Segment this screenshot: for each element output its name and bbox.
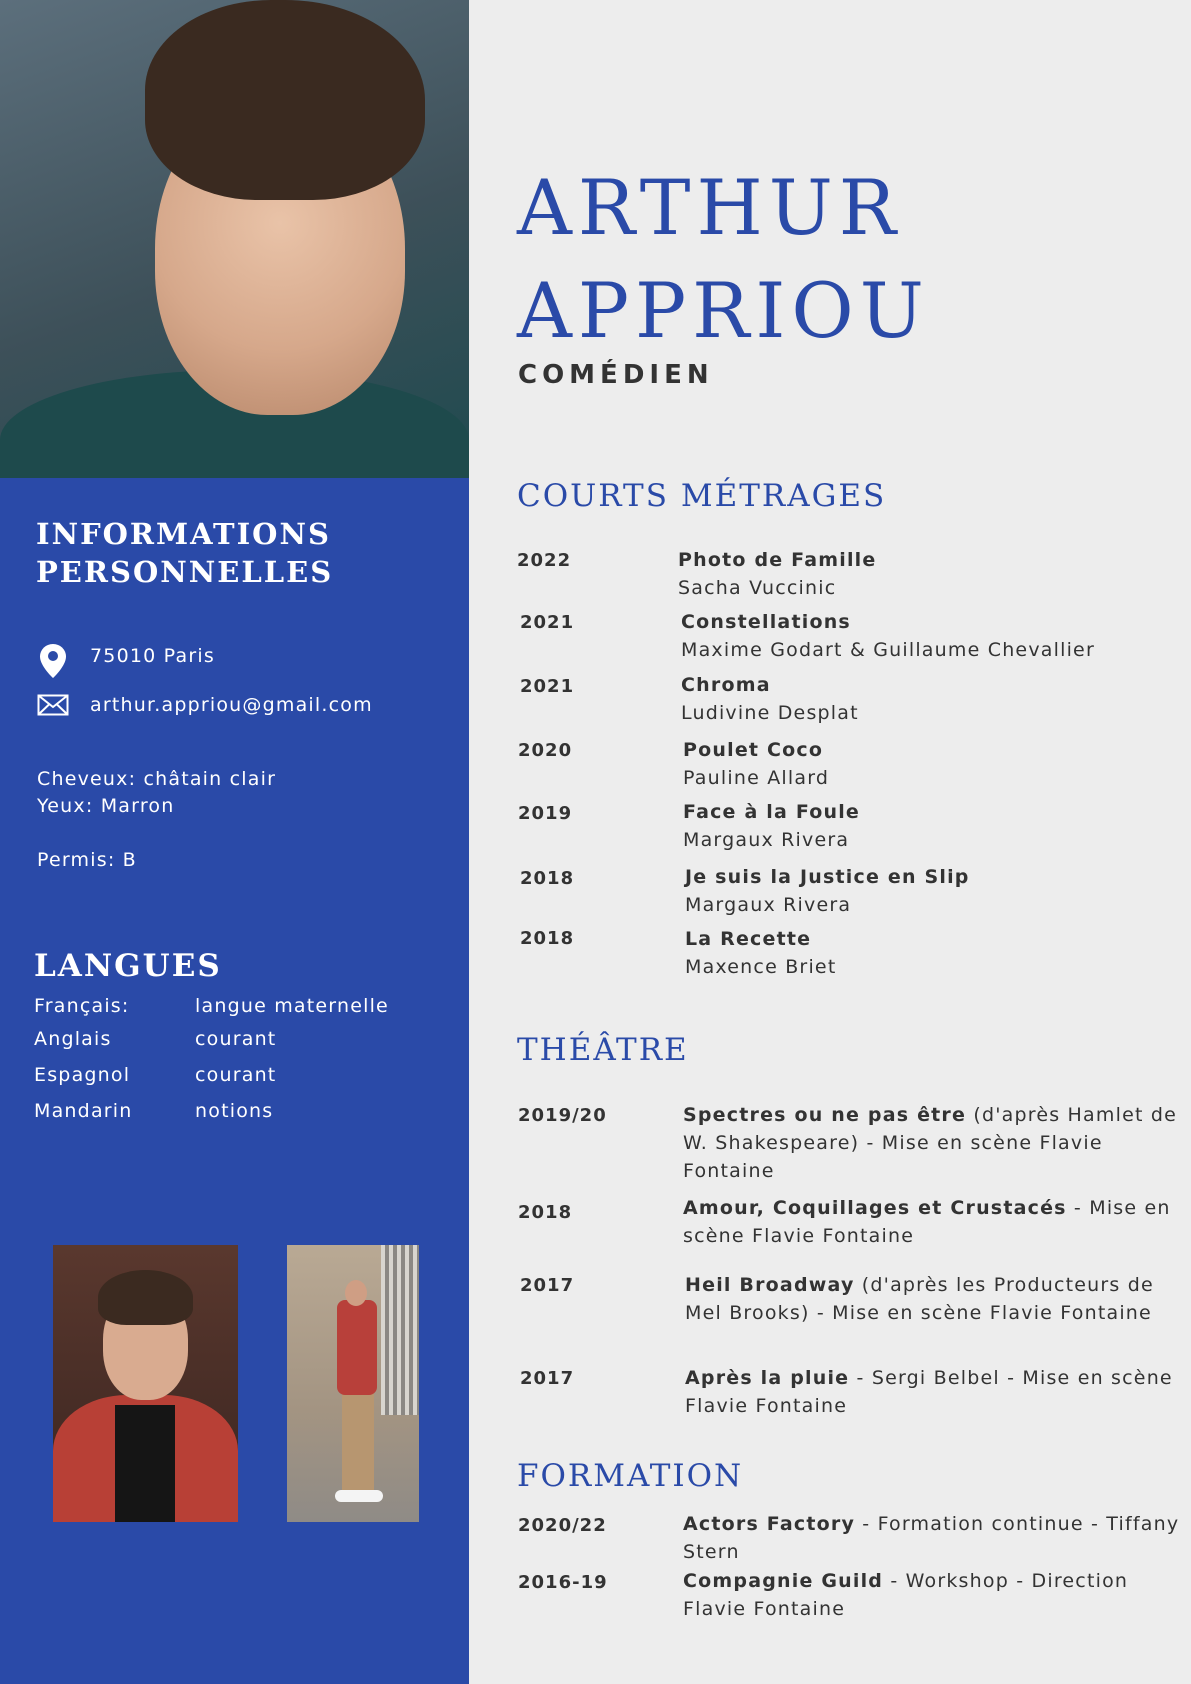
language-name: Anglais [34, 1028, 112, 1050]
entry-year: 2022 [517, 550, 572, 571]
first-name: ARTHUR [517, 163, 903, 252]
headshot-photo [0, 0, 469, 478]
short-film-entry [681, 608, 1095, 664]
entry-title: Chroma [681, 674, 771, 696]
entry-year: 2018 [520, 928, 575, 949]
entry-director: Maxime Godart & Guillaume Chevallier [681, 639, 1095, 661]
language-row [34, 1028, 276, 1050]
entry-director: Sacha Vuccinic [678, 577, 837, 599]
short-film-entry [685, 863, 970, 919]
entry-year: 2018 [520, 868, 575, 889]
full-length-photo [287, 1245, 419, 1522]
languages-heading: LANGUES [34, 948, 222, 984]
entry-title: La Recette [685, 928, 812, 950]
entry-title: Heil Broadway [685, 1274, 855, 1296]
entry-director: Pauline Allard [683, 767, 830, 789]
training-heading: FORMATION [517, 1458, 744, 1494]
entry-director: Ludivine Desplat [681, 702, 859, 724]
email-link[interactable]: arthur.appriou@gmail.com [90, 694, 373, 716]
language-level: langue maternelle [195, 995, 389, 1017]
entry-year: 2019 [518, 803, 573, 824]
language-level: courant [195, 1064, 277, 1086]
entry-title: Après la pluie [685, 1367, 850, 1389]
entry-year: 2021 [520, 612, 575, 633]
entry-year: 2020/22 [518, 1515, 607, 1536]
entry-director: Margaux Rivera [683, 829, 850, 851]
language-name: Français: [34, 995, 130, 1017]
language-row [34, 1064, 276, 1086]
entry-year: 2021 [520, 676, 575, 697]
short-film-entry [683, 798, 860, 854]
driving-license: Permis: B [37, 849, 137, 871]
language-level: courant [195, 1028, 277, 1050]
entry-title: Photo de Famille [678, 549, 877, 571]
language-row [34, 1100, 273, 1122]
eye-color: Yeux: Marron [37, 795, 175, 817]
entry-details: - Sergi Belbel - Mise en scène Flavie Fontaine [685, 1367, 1173, 1417]
entry-title: Amour, Coquillages et Crustacés [683, 1197, 1067, 1219]
entry-title: Je suis la Justice en Slip [685, 866, 970, 888]
theatre-heading: THÉÂTRE [517, 1032, 689, 1068]
theatre-entry [685, 1271, 1190, 1327]
location-pin-icon [39, 643, 67, 679]
info-heading-line2: PERSONNELLES [36, 555, 334, 589]
short-film-entry [685, 925, 836, 981]
entry-details: (d'après Hamlet de W. Shakespeare) - Mise en scène Flavie Fontaine [683, 1104, 1178, 1182]
info-heading-line1: INFORMATIONS [36, 517, 331, 551]
entry-title: Constellations [681, 611, 851, 633]
entry-director: Margaux Rivera [685, 894, 852, 916]
short-film-entry [678, 546, 876, 602]
entry-details: - Workshop - Direction Flavie Fontaine [683, 1570, 1129, 1620]
last-name: APPRIOU [517, 266, 930, 355]
entry-details: - Mise en scène Flavie Fontaine [683, 1197, 1171, 1247]
language-row [34, 995, 389, 1017]
portrait-photo [53, 1245, 238, 1522]
entry-year: 2016-19 [518, 1572, 608, 1593]
theatre-entry [683, 1194, 1188, 1250]
hair-color: Cheveux: châtain clair [37, 768, 277, 790]
entry-details: (d'après les Producteurs de Mel Brooks) - Mise en scène Flavie Fontaine [685, 1274, 1154, 1324]
role-title: COMÉDIEN [518, 360, 714, 390]
entry-title: Spectres ou ne pas être [683, 1104, 967, 1126]
training-entry [683, 1567, 1188, 1623]
entry-title: Poulet Coco [683, 739, 824, 761]
language-name: Mandarin [34, 1100, 133, 1122]
entry-director: Maxence Briet [685, 956, 837, 978]
entry-year: 2017 [520, 1368, 575, 1389]
language-level: notions [195, 1100, 274, 1122]
language-name: Espagnol [34, 1064, 131, 1086]
entry-title: Actors Factory [683, 1513, 856, 1535]
entry-year: 2017 [520, 1275, 575, 1296]
entry-year: 2019/20 [518, 1105, 607, 1126]
entry-title: Face à la Foule [683, 801, 861, 823]
short-films-heading: COURTS MÉTRAGES [517, 478, 887, 514]
entry-year: 2018 [518, 1202, 573, 1223]
entry-title: Compagnie Guild [683, 1570, 884, 1592]
short-film-entry [681, 671, 859, 727]
entry-details: - Formation continue - Tiffany Stern [683, 1513, 1180, 1563]
entry-year: 2020 [518, 740, 573, 761]
mail-icon [37, 694, 69, 716]
location-text: 75010 Paris [90, 645, 215, 667]
short-film-entry [683, 736, 829, 792]
theatre-entry [685, 1364, 1190, 1420]
theatre-entry [683, 1101, 1188, 1185]
training-entry [683, 1510, 1188, 1566]
info-heading [36, 515, 333, 591]
